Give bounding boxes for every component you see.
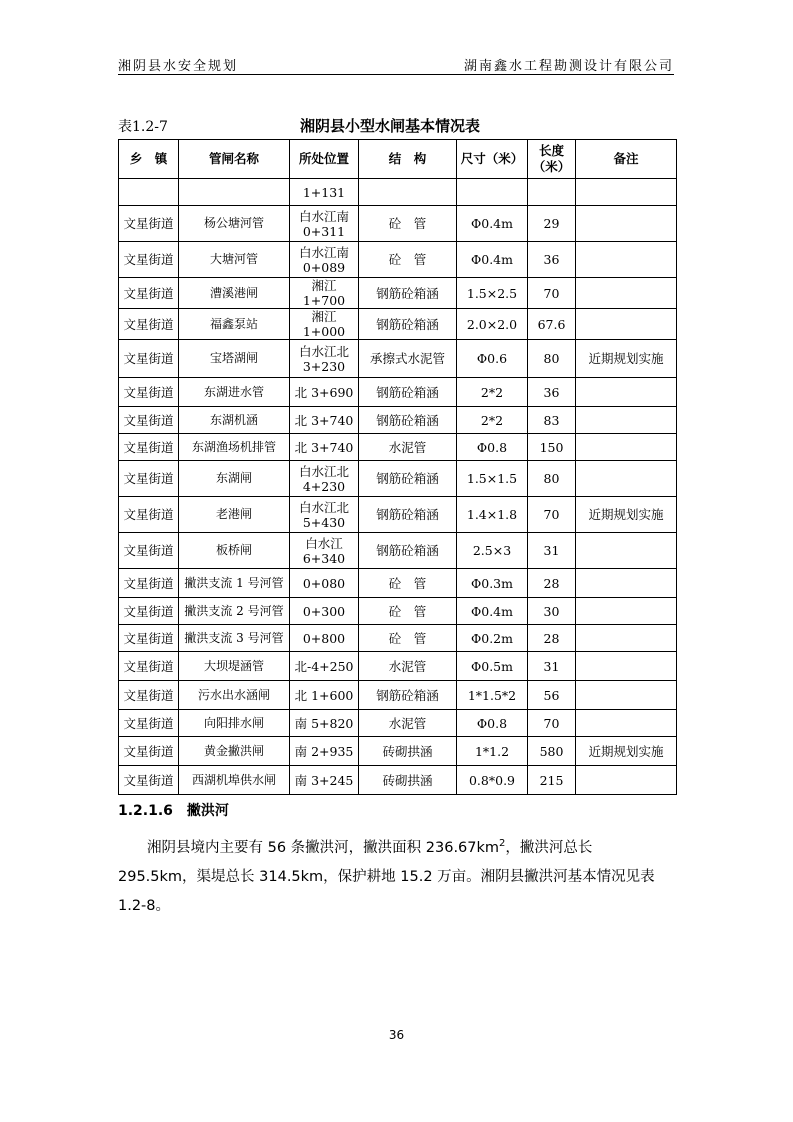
- col-structure-cell: 钢筋砼箱涵: [359, 497, 457, 533]
- col-size-cell: 1*1.2: [457, 737, 528, 766]
- col-note-cell: [576, 569, 677, 598]
- col-size-cell: Φ0.8: [457, 710, 528, 737]
- col-structure-cell: 钢筋砼箱涵: [359, 533, 457, 569]
- col-size-cell: 1.5×2.5: [457, 278, 528, 309]
- col-town-header: 乡 镇: [119, 140, 179, 179]
- col-name-cell: 大塘河管: [179, 242, 290, 278]
- section-heading: 1.2.1.6 撇洪河: [118, 803, 229, 819]
- col-size-cell: 2.0×2.0: [457, 309, 528, 340]
- table-row: [119, 434, 677, 461]
- col-note-cell: [576, 710, 677, 737]
- col-length-cell: 70: [528, 710, 576, 737]
- table-row: [119, 378, 677, 407]
- col-size-cell: 2*2: [457, 378, 528, 407]
- col-name-cell: 板桥闸: [179, 533, 290, 569]
- col-size-cell: 0.8*0.9: [457, 766, 528, 795]
- col-town-cell: 文星街道: [119, 340, 179, 378]
- col-structure-cell: 钢筋砼箱涵: [359, 681, 457, 710]
- col-length-cell: 31: [528, 652, 576, 681]
- table-row: [119, 652, 677, 681]
- col-name-cell: 向阳排水闸: [179, 710, 290, 737]
- col-structure-cell: 砖砌拱涵: [359, 737, 457, 766]
- col-length-cell: 83: [528, 407, 576, 434]
- col-length-cell: 29: [528, 206, 576, 242]
- col-location-cell: 白水江北 4+230: [290, 461, 359, 497]
- col-length-cell: 30: [528, 598, 576, 625]
- col-size-cell: 1.5×1.5: [457, 461, 528, 497]
- col-note-cell: [576, 766, 677, 795]
- col-size-cell: Φ0.4m: [457, 206, 528, 242]
- col-name-header: 管闸名称: [179, 140, 290, 179]
- col-structure-cell: 钢筋砼箱涵: [359, 461, 457, 497]
- page-header: [118, 50, 674, 75]
- col-location-cell: 白水江南 0+311: [290, 206, 359, 242]
- col-town-cell: 文星街道: [119, 533, 179, 569]
- col-length-cell: 150: [528, 434, 576, 461]
- col-name-cell: [179, 179, 290, 206]
- col-size-cell: Φ0.4m: [457, 242, 528, 278]
- col-length-header: 长度（米）: [528, 140, 576, 179]
- col-town-cell: 文星街道: [119, 681, 179, 710]
- col-size-cell: Φ0.5m: [457, 652, 528, 681]
- col-structure-cell: 水泥管: [359, 652, 457, 681]
- col-name-cell: 东湖渔场机排管: [179, 434, 290, 461]
- col-length-cell: 28: [528, 569, 576, 598]
- table-header-row: [119, 140, 677, 179]
- col-town-cell: 文星街道: [119, 242, 179, 278]
- col-town-cell: 文星街道: [119, 569, 179, 598]
- col-location-cell: 南 5+820: [290, 710, 359, 737]
- col-name-cell: 撇洪支流 2 号河管: [179, 598, 290, 625]
- col-town-cell: [119, 179, 179, 206]
- col-structure-cell: 承擦式水泥管: [359, 340, 457, 378]
- col-note-cell: [576, 598, 677, 625]
- col-structure-cell: 砖砌拱涵: [359, 766, 457, 795]
- col-location-cell: 湘江 1+000: [290, 309, 359, 340]
- col-length-cell: 36: [528, 378, 576, 407]
- header-right-company: 湖南鑫水工程勘测设计有限公司: [463, 59, 674, 74]
- col-location-cell: 湘江 1+700: [290, 278, 359, 309]
- col-name-cell: 杨公塘河管: [179, 206, 290, 242]
- col-name-cell: 东湖进水管: [179, 378, 290, 407]
- col-note-cell: [576, 309, 677, 340]
- table-row: [119, 206, 677, 242]
- table-row: [119, 309, 677, 340]
- col-town-cell: 文星街道: [119, 766, 179, 795]
- col-length-cell: 31: [528, 533, 576, 569]
- col-location-cell: 南 2+935: [290, 737, 359, 766]
- col-location-cell: 北 3+740: [290, 434, 359, 461]
- col-location-cell: 南 3+245: [290, 766, 359, 795]
- col-length-cell: 28: [528, 625, 576, 652]
- col-name-cell: 福鑫泵站: [179, 309, 290, 340]
- col-town-cell: 文星街道: [119, 434, 179, 461]
- col-length-cell: 80: [528, 340, 576, 378]
- col-name-cell: 黄金撇洪闸: [179, 737, 290, 766]
- col-location-cell: 北-4+250: [290, 652, 359, 681]
- col-size-cell: Φ0.3m: [457, 569, 528, 598]
- table-number: 表1.2-7: [118, 119, 168, 135]
- table-row: [119, 497, 677, 533]
- col-note-cell: [576, 461, 677, 497]
- col-name-cell: 漕溪港闸: [179, 278, 290, 309]
- col-town-cell: 文星街道: [119, 652, 179, 681]
- table-row: [119, 461, 677, 497]
- col-note-cell: [576, 434, 677, 461]
- col-name-cell: 大坝堤涵管: [179, 652, 290, 681]
- col-size-cell: Φ0.4m: [457, 598, 528, 625]
- col-length-cell: 56: [528, 681, 576, 710]
- col-location-cell: 白水江南 0+089: [290, 242, 359, 278]
- col-length-cell: 70: [528, 497, 576, 533]
- col-note-cell: [576, 179, 677, 206]
- table-row: [119, 598, 677, 625]
- col-structure-cell: [359, 179, 457, 206]
- col-note-cell: 近期规划实施: [576, 340, 677, 378]
- col-note-cell: [576, 652, 677, 681]
- col-location-cell: 0+080: [290, 569, 359, 598]
- col-note-cell: [576, 681, 677, 710]
- col-structure-cell: 水泥管: [359, 434, 457, 461]
- col-size-cell: 1*1.5*2: [457, 681, 528, 710]
- col-location-cell: 0+300: [290, 598, 359, 625]
- col-name-cell: 东湖机涵: [179, 407, 290, 434]
- table-row: [119, 278, 677, 309]
- col-structure-header: 结 构: [359, 140, 457, 179]
- table-row: [119, 179, 677, 206]
- col-note-cell: [576, 242, 677, 278]
- col-note-cell: [576, 206, 677, 242]
- col-structure-cell: 钢筋砼箱涵: [359, 278, 457, 309]
- col-name-cell: 污水出水涵闸: [179, 681, 290, 710]
- table-row: [119, 710, 677, 737]
- col-location-cell: 北 1+600: [290, 681, 359, 710]
- col-size-cell: 1.4×1.8: [457, 497, 528, 533]
- col-name-cell: 宝塔湖闸: [179, 340, 290, 378]
- table-row: [119, 242, 677, 278]
- paragraph-text-2: ，撇洪河总长 295.5km，渠堤总长 314.5km，保护耕地 15.2 万亩。湘阴县撇洪河基本情况见表 1.2-8。: [118, 839, 655, 914]
- paragraph-text-1: 湘阴县境内主要有 56 条撇洪河，撇洪面积 236.67km: [147, 839, 500, 856]
- col-length-cell: [528, 179, 576, 206]
- table-row: [119, 533, 677, 569]
- sluice-table: [118, 139, 677, 795]
- col-town-cell: 文星街道: [119, 309, 179, 340]
- col-note-header: 备注: [576, 140, 677, 179]
- col-size-cell: [457, 179, 528, 206]
- col-structure-cell: 钢筋砼箱涵: [359, 309, 457, 340]
- col-name-cell: 东湖闸: [179, 461, 290, 497]
- col-length-cell: 80: [528, 461, 576, 497]
- col-size-cell: 2.5×3: [457, 533, 528, 569]
- table-row: [119, 569, 677, 598]
- col-note-cell: [576, 533, 677, 569]
- col-length-cell: 215: [528, 766, 576, 795]
- col-note-cell: [576, 278, 677, 309]
- col-structure-cell: 钢筋砼箱涵: [359, 407, 457, 434]
- col-size-cell: 2*2: [457, 407, 528, 434]
- col-location-cell: 白水江 6+340: [290, 533, 359, 569]
- table-body: [119, 179, 677, 795]
- col-town-cell: 文星街道: [119, 497, 179, 533]
- col-name-cell: 撇洪支流 1 号河管: [179, 569, 290, 598]
- col-name-cell: 西湖机埠供水闸: [179, 766, 290, 795]
- table-title: 湘阴县小型水闸基本情况表: [300, 117, 481, 135]
- col-length-cell: 580: [528, 737, 576, 766]
- col-structure-cell: 水泥管: [359, 710, 457, 737]
- page-number: 36: [388, 1028, 405, 1042]
- col-town-cell: 文星街道: [119, 737, 179, 766]
- col-length-cell: 70: [528, 278, 576, 309]
- col-town-cell: 文星街道: [119, 206, 179, 242]
- col-town-cell: 文星街道: [119, 625, 179, 652]
- col-town-cell: 文星街道: [119, 407, 179, 434]
- col-note-cell: 近期规划实施: [576, 497, 677, 533]
- col-structure-cell: 砼 管: [359, 598, 457, 625]
- table-row: [119, 737, 677, 766]
- col-structure-cell: 砼 管: [359, 242, 457, 278]
- col-size-header: 尺寸（米）: [457, 140, 528, 179]
- col-town-cell: 文星街道: [119, 598, 179, 625]
- col-location-cell: 白水江北 3+230: [290, 340, 359, 378]
- col-location-cell: 0+800: [290, 625, 359, 652]
- col-note-cell: [576, 625, 677, 652]
- col-town-cell: 文星街道: [119, 378, 179, 407]
- col-size-cell: Φ0.8: [457, 434, 528, 461]
- col-town-cell: 文星街道: [119, 461, 179, 497]
- table-row: [119, 340, 677, 378]
- col-location-cell: 白水江北 5+430: [290, 497, 359, 533]
- col-size-cell: Φ0.2m: [457, 625, 528, 652]
- body-paragraph: [118, 829, 674, 921]
- col-town-cell: 文星街道: [119, 710, 179, 737]
- col-name-cell: 老港闸: [179, 497, 290, 533]
- col-note-cell: [576, 378, 677, 407]
- col-note-cell: 近期规划实施: [576, 737, 677, 766]
- table-row: [119, 625, 677, 652]
- table-row: [119, 766, 677, 795]
- table-row: [119, 407, 677, 434]
- header-left-title: 湘阴县水安全规划: [118, 59, 239, 74]
- col-structure-cell: 砼 管: [359, 625, 457, 652]
- table-row: [119, 681, 677, 710]
- superscript: 2: [499, 838, 506, 849]
- col-location-header: 所处位置: [290, 140, 359, 179]
- col-length-cell: 36: [528, 242, 576, 278]
- col-size-cell: Φ0.6: [457, 340, 528, 378]
- col-note-cell: [576, 407, 677, 434]
- col-length-cell: 67.6: [528, 309, 576, 340]
- col-location-cell: 北 3+740: [290, 407, 359, 434]
- col-name-cell: 撇洪支流 3 号河管: [179, 625, 290, 652]
- col-town-cell: 文星街道: [119, 278, 179, 309]
- col-structure-cell: 钢筋砼箱涵: [359, 378, 457, 407]
- col-structure-cell: 砼 管: [359, 569, 457, 598]
- col-structure-cell: 砼 管: [359, 206, 457, 242]
- col-location-cell: 北 3+690: [290, 378, 359, 407]
- col-location-cell: 1+131: [290, 179, 359, 206]
